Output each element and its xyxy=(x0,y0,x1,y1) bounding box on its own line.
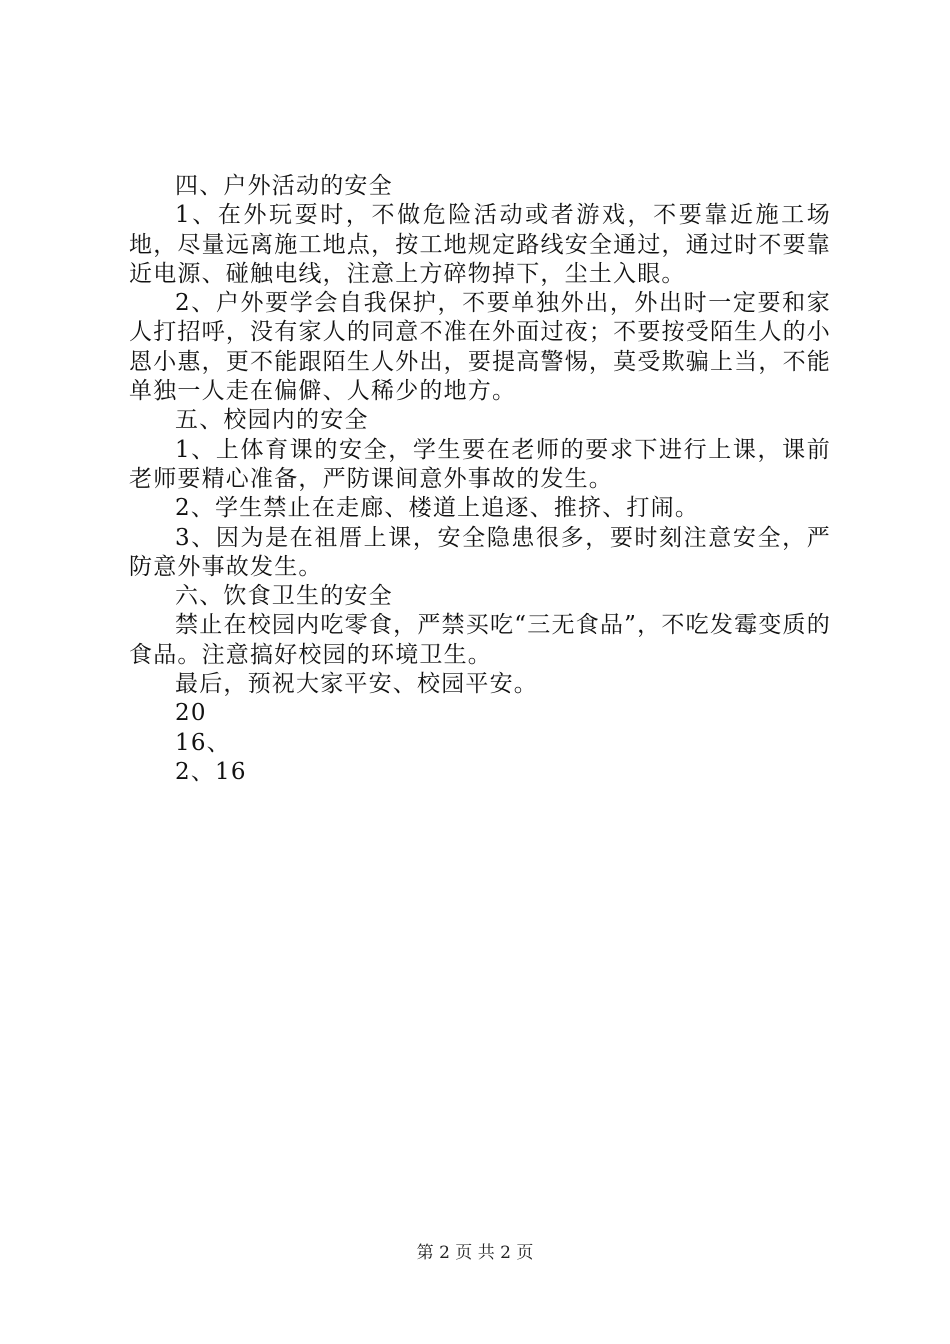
paragraph-campus-1: 1、上体育课的安全，学生要在老师的要求下进行上课，课前老师要精心准备，严防课间意外事故的发生。 xyxy=(129,436,831,492)
paragraph-outdoor-1: 1、在外玩耍时，不做危险活动或者游戏，不要靠近施工场地，尽量远离施工地点，按工地规定路线安全通过，通过时不要靠近电源、碰触电线，注意上方碎物掉下，尘土入眼。 xyxy=(129,202,831,287)
paragraph-food-1: 禁止在校园内吃零食，严禁买吃“三无食品”，不吃发霉变质的食品。注意搞好校园的环境卫生。 xyxy=(129,612,831,668)
date-line-3: 2、16 xyxy=(175,758,247,785)
page-number-footer: 第 2 页 共 2 页 xyxy=(416,1243,534,1263)
section-heading-food: 六、饮食卫生的安全 xyxy=(175,583,393,610)
paragraph-closing: 最后，预祝大家平安、校园平安。 xyxy=(175,671,538,698)
section-heading-campus: 五、校园内的安全 xyxy=(175,407,369,434)
date-line-2: 16、 xyxy=(175,729,231,756)
paragraph-campus-3: 3、因为是在祖厝上课，安全隐患很多，要时刻注意安全，严防意外事故发生。 xyxy=(129,524,831,580)
paragraph-campus-2: 2、学生禁止在走廊、楼道上追逐、推挤、打闹。 xyxy=(175,495,700,522)
document-body xyxy=(129,172,831,787)
date-line-1: 20 xyxy=(175,700,207,727)
section-heading-outdoor: 四、户外活动的安全 xyxy=(175,173,393,199)
paragraph-outdoor-2: 2、户外要学会自我保护，不要单独外出，外出时一定要和家人打招呼，没有家人的同意不准在外面过夜；不要按受陌生人的小恩小惠，更不能跟陌生人外出，要提高警惕，莫受欺骗上当，不能单独一人走在偏僻、人稀少的地方。 xyxy=(129,290,831,405)
